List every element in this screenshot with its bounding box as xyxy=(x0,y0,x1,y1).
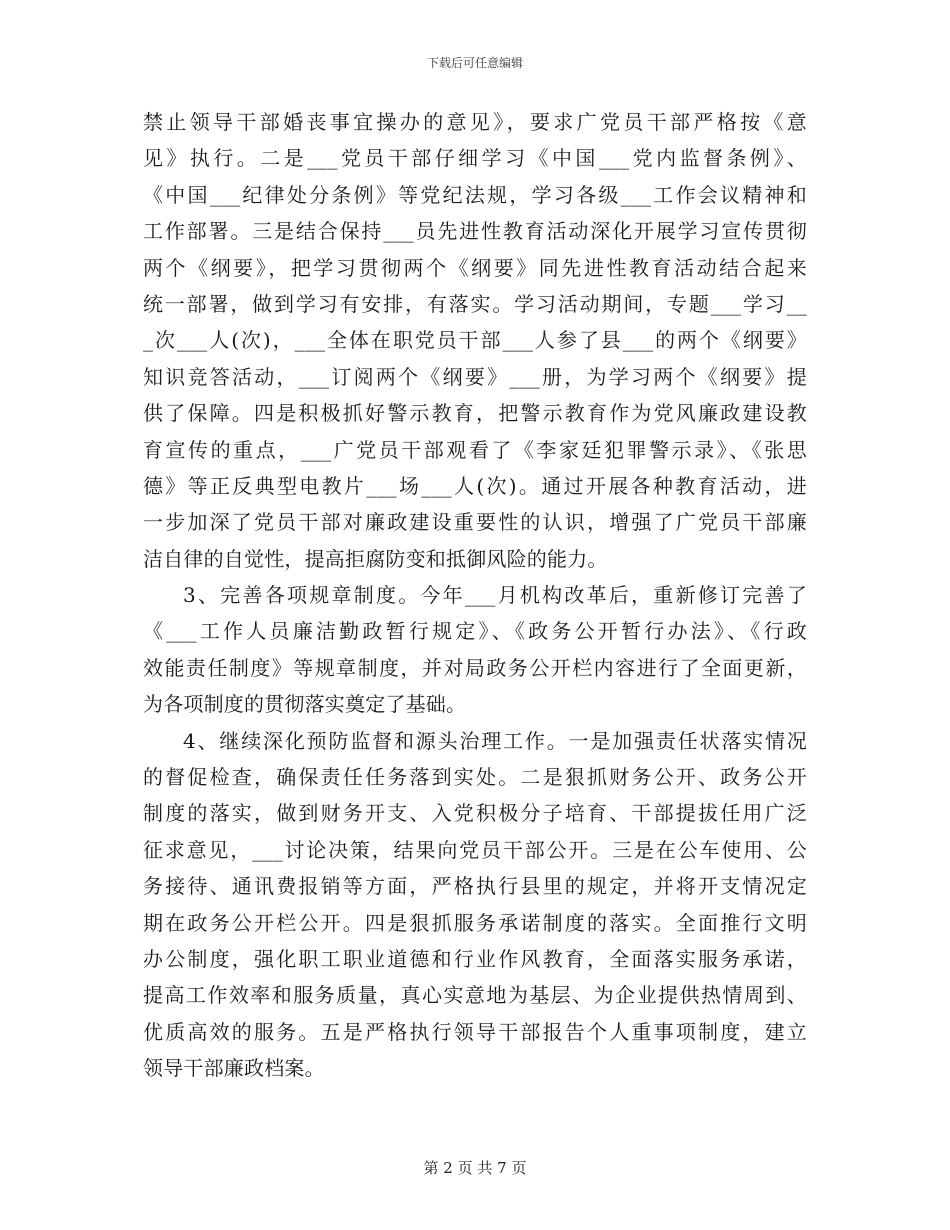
text-line: 征求意见，___讨论决策，结果向党员干部公开。三是在公车使用、公 xyxy=(143,837,807,862)
page-header: 下载后可任意编辑 xyxy=(426,56,523,70)
text-line: 德》等正反典型电教片___场___人(次)。通过开展各种教育活动，进 xyxy=(143,473,807,498)
text-line: 效能责任制度》等规章制度，并对局政务公开栏内容进行了全面更新， xyxy=(143,655,807,680)
text-line: 办公制度，强化职工职业道德和行业作风教育，全面落实服务承诺， xyxy=(143,946,807,971)
page-number-footer: 第 2 页 共 7 页 xyxy=(423,1159,527,1177)
text-line: 工作部署。三是结合保持___员先进性教育活动深化开展学习宣传贯彻 xyxy=(143,219,807,244)
paragraph xyxy=(143,104,807,577)
text-line: 洁自律的自觉性，提高拒腐防变和抵御风险的能力。 xyxy=(143,546,608,571)
paragraph xyxy=(143,577,807,723)
text-line: 务接待、通讯费报销等方面，严格执行县里的规定，并将开支情况定 xyxy=(143,874,807,899)
document-body xyxy=(143,104,807,1087)
text-line: 期在政务公开栏公开。四是狠抓服务承诺制度的落实。全面推行文明 xyxy=(143,910,807,935)
text-line: 提高工作效率和服务质量，真心实意地为基层、为企业提供热情周到、 xyxy=(143,983,807,1008)
text-line: 两个《纲要》，把学习贯彻两个《纲要》同先进性教育活动结合起来 xyxy=(143,255,807,280)
text-line: 为各项制度的贯彻落实奠定了基础。 xyxy=(143,692,467,717)
text-line: 供了保障。四是积极抓好警示教育，把警示教育作为党风廉政建设教 xyxy=(143,401,807,426)
text-line: 《___工作人员廉洁勤政暂行规定》、《政务公开暂行办法》、《行政 xyxy=(143,619,807,644)
text-line: 4、继续深化预防监督和源头治理工作。一是加强责任状落实情况 xyxy=(183,728,807,753)
text-line: _次___人(次)，___全体在职党员干部___人参了县___的两个《纲要》 xyxy=(143,328,807,353)
text-line: 优质高效的服务。五是严格执行领导干部报告个人重事项制度，建立 xyxy=(143,1019,807,1044)
text-line: 见》执行。二是___党员干部仔细学习《中国___党内监督条例》、 xyxy=(143,146,807,171)
text-line: 制度的落实，做到财务开支、入党积极分子培育、干部提拔任用广泛 xyxy=(143,801,807,826)
text-line: 《中国___纪律处分条例》等党纪法规，学习各级___工作会议精神和 xyxy=(143,182,807,207)
text-line: 3、完善各项规章制度。今年___月机构改革后，重新修订完善了 xyxy=(183,583,807,608)
text-line: 知识竞答活动，___订阅两个《纲要》___册，为学习两个《纲要》提 xyxy=(143,364,807,389)
text-line: 领导干部廉政档案。 xyxy=(143,1056,325,1081)
paragraph xyxy=(143,723,807,1087)
text-line: 育宣传的重点，___广党员干部观看了《李家廷犯罪警示录》、《张思 xyxy=(143,437,807,462)
text-line: 的督促检查，确保责任任务落到实处。二是狠抓财务公开、政务公开 xyxy=(143,765,807,790)
text-line: 统一部署，做到学习有安排，有落实。学习活动期间，专题___学习__ xyxy=(143,291,807,316)
text-line: 禁止领导干部婚丧事宜操办的意见》，要求广党员干部严格按《意 xyxy=(143,110,807,134)
text-line: 一步加深了党员干部对廉政建设重要性的认识，增强了广党员干部廉 xyxy=(143,510,807,535)
